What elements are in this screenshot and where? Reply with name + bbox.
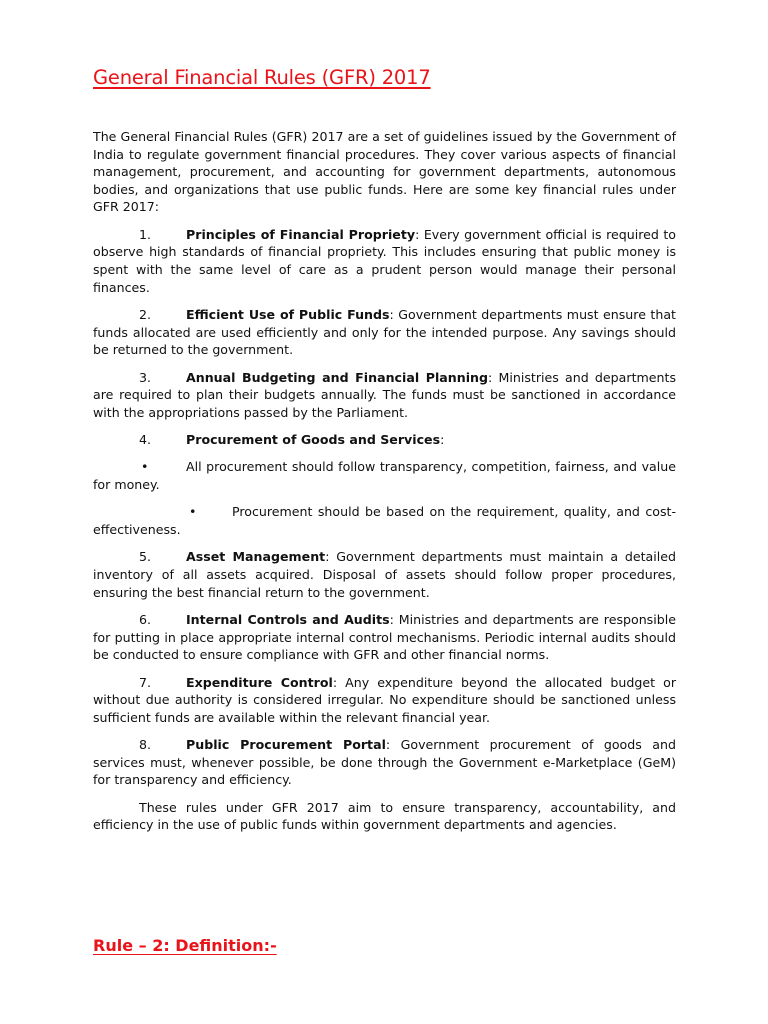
rule-number: 3.: [139, 369, 152, 385]
rule-text: : Ministries and departments are responsible for putting in place appropriate internal control mechanisms. Periodic internal audits should be conducted to ensure compliance with GFR and other financial norms.: [93, 612, 676, 663]
bullet-text: All procurement should follow transparency, competition, fairness, and value for money.: [93, 459, 676, 493]
intro-paragraph: The General Financial Rules (GFR) 2017 are a set of guidelines issued by the Government of India to regulate government financial procedures. They cover various aspects of financial management, procurement, and accounting for government departments, autonomous bodies, and organizations that use public funds. Here are some key financial rules under GFR 2017:: [93, 129, 676, 215]
bullet-icon: •: [141, 459, 149, 475]
rule-number: 4.: [139, 432, 152, 448]
rule-text: : Every government official is required to observe high standards of financial propriety. This includes ensuring that public money is spent with the same level of care as a prudent person would manage their personal finances.: [93, 226, 676, 295]
rule-number: 1.: [139, 226, 152, 242]
page-title: General Financial Rules (GFR) 2017: [93, 66, 431, 89]
bullet-item-2: [93, 503, 676, 538]
rule-heading: Efficient Use of Public Funds: [186, 306, 390, 322]
rule-item-3: [93, 369, 676, 422]
bullet-text: Procurement should be based on the requirement, quality, and cost-effectiveness.: [93, 504, 676, 538]
conclusion-paragraph: [93, 799, 676, 834]
rule-item-8: [93, 736, 676, 789]
rule-item-4: [93, 431, 676, 449]
rule-heading: Expenditure Control: [186, 674, 333, 690]
rule-item-7: [93, 674, 676, 727]
rule-number: 7.: [139, 674, 152, 690]
rule-item-6: [93, 611, 676, 664]
rule-text: : Government departments must maintain a detailed inventory of all assets acquired. Disposal of assets should follow proper procedures, ensuring the best financial return to the government.: [93, 549, 677, 600]
rule-number: 6.: [139, 612, 152, 628]
rule-item-2: [93, 306, 676, 359]
rule-heading: Annual Budgeting and Financial Planning: [186, 369, 489, 385]
rule-number: 8.: [139, 737, 152, 753]
bullet-icon: •: [189, 504, 197, 520]
rule-heading: Internal Controls and Audits: [186, 612, 390, 628]
rule-text: : Ministries and departments are required to plan their budgets annually. The funds must be sanctioned in accordance with the appropriations passed by the Parliament.: [93, 369, 677, 420]
bullet-item-1: [93, 458, 676, 493]
rule-text: : Government departments must ensure that funds allocated are used efficiently and only for the intended purpose. Any savings should be returned to the government.: [93, 306, 676, 358]
rule-number: 2.: [139, 306, 152, 322]
rule-item-5: [93, 548, 676, 601]
rule-item-1: [93, 226, 676, 296]
rule-heading: Procurement of Goods and Services: [186, 432, 441, 448]
rule-number: 5.: [139, 549, 152, 565]
document-body: [93, 128, 676, 844]
rule-heading: Principles of Financial Propriety: [186, 226, 416, 242]
section-heading: Rule – 2: Definition:-: [93, 936, 277, 955]
rule-heading: Asset Management: [186, 549, 326, 565]
conclusion-text: These rules under GFR 2017 aim to ensure transparency, accountability, and efficiency in the use of public funds within government departments and agencies.: [93, 799, 676, 833]
rule-text: :: [440, 432, 445, 448]
rule-heading: Public Procurement Portal: [186, 737, 386, 753]
rule-text: : Any expenditure beyond the allocated budget or without due authority is considered irregular. No expenditure should be sanctioned unless sufficient funds are available within the relevant financial year.: [93, 674, 676, 725]
rule-text: : Government procurement of goods and services must, whenever possible, be done through the Government e-Marketplace (GeM) for transparency and efficiency.: [93, 737, 676, 788]
